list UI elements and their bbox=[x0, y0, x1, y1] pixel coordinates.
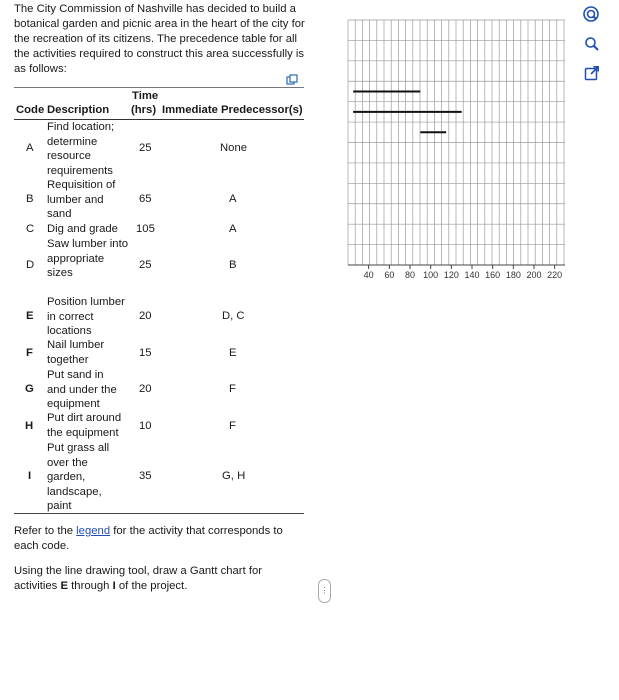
header-description: Description bbox=[47, 104, 110, 116]
header-predecessor: Immediate Predecessor(s) bbox=[162, 104, 303, 116]
table-bottom-rule bbox=[14, 513, 304, 514]
table-top-rule bbox=[14, 87, 304, 88]
row-i-description: Put grass all over the garden, landscape, paint bbox=[47, 442, 110, 512]
row-e-predecessor: D, C bbox=[222, 310, 245, 322]
row-a-predecessor: None bbox=[220, 142, 248, 154]
row-f-predecessor: E bbox=[229, 347, 237, 359]
x-tick-label: 40 bbox=[363, 270, 374, 280]
legend-link[interactable]: legend bbox=[76, 525, 111, 537]
row-g-description: Put sand in and under the equipment bbox=[47, 369, 117, 410]
gantt-chart[interactable] bbox=[340, 10, 570, 285]
row-h-code: H bbox=[25, 420, 34, 432]
row-e-code: E bbox=[26, 310, 34, 322]
row-a-time: 25 bbox=[139, 142, 152, 154]
x-tick-label: 60 bbox=[384, 270, 395, 280]
row-c-predecessor: A bbox=[229, 223, 237, 235]
row-c-time: 105 bbox=[136, 223, 155, 235]
row-g-time: 20 bbox=[139, 383, 152, 395]
x-tick-label: 100 bbox=[423, 270, 439, 280]
header-code: Code bbox=[16, 104, 45, 116]
open-new-window-icon[interactable] bbox=[583, 64, 601, 82]
row-a-code: A bbox=[26, 142, 34, 154]
instruction-prefix: Using the line drawing tool, draw a Gantt chart for activities bbox=[14, 565, 263, 592]
instruction-i: I bbox=[112, 579, 116, 592]
row-d-description: Saw lumber into appropriate sizes bbox=[47, 238, 128, 279]
instruction-mid: through bbox=[68, 579, 113, 592]
problem-intro: The City Commission of Nashville has decided to build a botanical garden and picnic area in the heart of the city for the recreation of its citizens. The precedence table for all the activities required to construct this area successfully is as follows: bbox=[14, 3, 305, 75]
legend-prefix: Refer to the bbox=[14, 525, 77, 537]
row-d-code: D bbox=[26, 259, 35, 271]
instruction-e: E bbox=[60, 579, 69, 592]
row-a-description: Find location; determine resource requirements bbox=[47, 121, 115, 177]
row-b-time: 65 bbox=[139, 193, 152, 205]
row-f-time: 15 bbox=[139, 347, 152, 359]
x-tick-label: 200 bbox=[526, 270, 542, 280]
row-i-code: I bbox=[28, 470, 32, 482]
x-tick-label: 120 bbox=[443, 270, 459, 280]
header-time-bottom: (hrs) bbox=[131, 104, 157, 116]
x-tick-label: 180 bbox=[505, 270, 521, 280]
legend-note bbox=[14, 524, 304, 553]
copy-table-icon[interactable] bbox=[286, 74, 298, 86]
row-e-description: Position lumber in correct locations bbox=[47, 296, 125, 337]
x-tick-label: 80 bbox=[404, 270, 416, 280]
legend-suffix: for the activity that corresponds to each code. bbox=[14, 525, 283, 552]
zoom-in-icon[interactable] bbox=[583, 6, 601, 24]
row-f-description: Nail lumber together bbox=[47, 339, 105, 366]
row-e-time: 20 bbox=[139, 310, 152, 322]
x-tick-label: 220 bbox=[547, 270, 563, 280]
row-d-predecessor: B bbox=[229, 259, 237, 271]
panel-resize-handle[interactable]: ⋮ bbox=[318, 579, 331, 603]
row-h-predecessor: F bbox=[229, 420, 236, 432]
x-tick-label: 140 bbox=[464, 270, 480, 280]
row-d-time: 25 bbox=[139, 259, 152, 271]
x-tick-label: 160 bbox=[485, 270, 501, 280]
header-time-top: Time bbox=[132, 90, 159, 102]
row-g-code: G bbox=[25, 383, 34, 395]
row-b-code: B bbox=[26, 193, 34, 205]
row-c-code: C bbox=[26, 223, 35, 235]
row-h-time: 10 bbox=[139, 420, 152, 432]
row-i-time: 35 bbox=[139, 470, 152, 482]
row-b-description: Requisition of lumber and sand bbox=[47, 179, 116, 220]
instruction-note bbox=[14, 564, 304, 593]
row-b-predecessor: A bbox=[229, 193, 237, 205]
row-h-description: Put dirt around the equipment bbox=[47, 412, 122, 439]
row-c-description: Dig and grade bbox=[47, 223, 118, 235]
zoom-out-icon[interactable] bbox=[583, 35, 601, 53]
row-f-code: F bbox=[26, 347, 33, 359]
instruction-suffix: of the project. bbox=[115, 579, 188, 592]
row-g-predecessor: F bbox=[229, 383, 236, 395]
row-i-predecessor: G, H bbox=[222, 470, 246, 482]
